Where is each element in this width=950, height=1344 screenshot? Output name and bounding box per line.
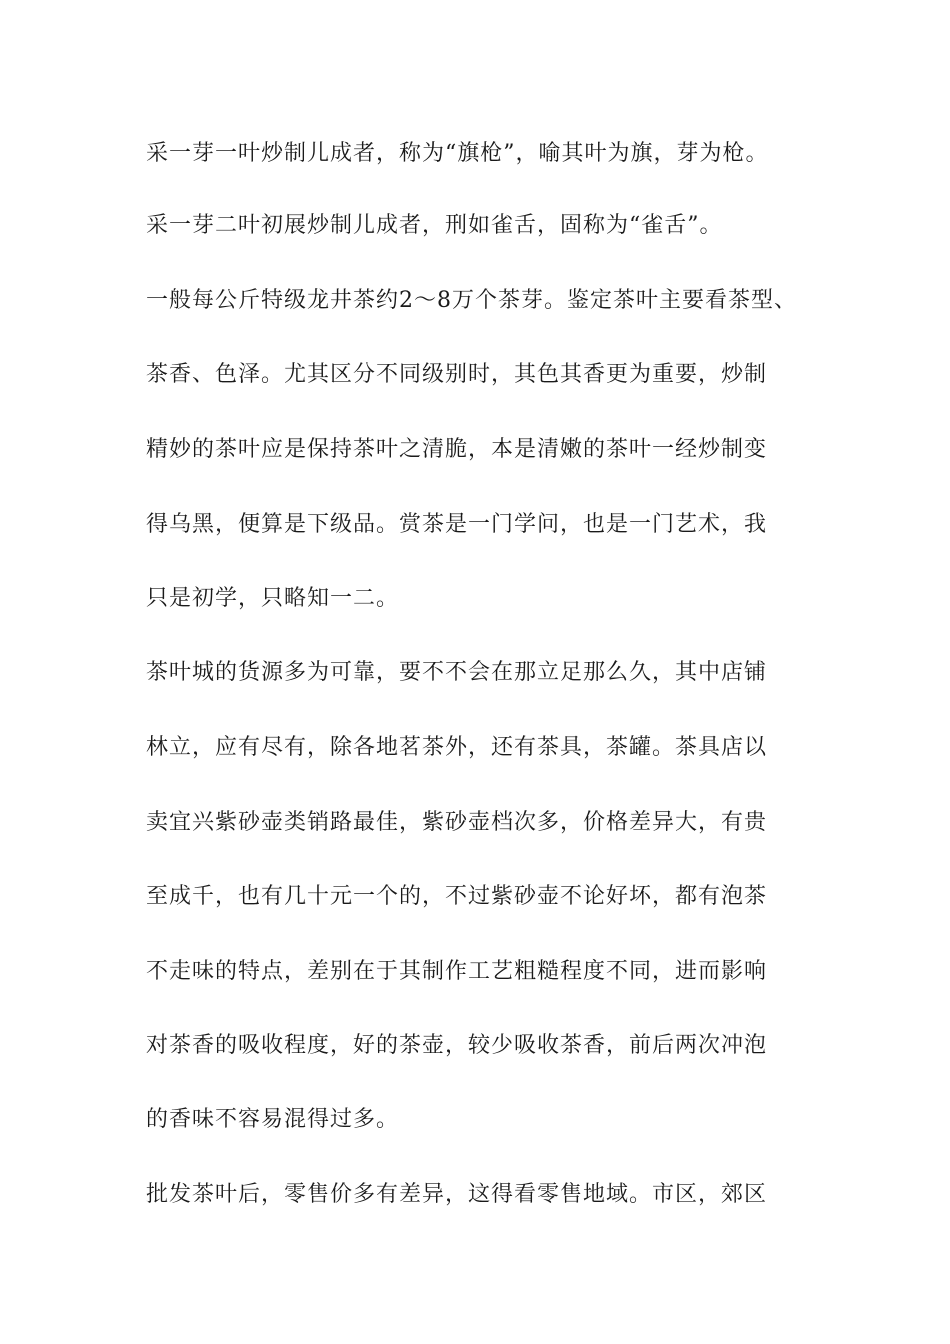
text-line: 林立，应有尽有，除各地茗茶外，还有茶具，茶罐。茶具店以 <box>146 735 768 760</box>
text-line: 得乌黑，便算是下级品。赏茶是一门学问，也是一门艺术，我 <box>146 512 768 537</box>
text-line: 卖宜兴紫砂壶类销路最佳，紫砂壶档次多，价格差异大，有贵 <box>146 810 768 835</box>
text-line: 采一芽一叶炒制儿成者，称为“旗枪”，喻其叶为旗，芽为枪。 <box>146 141 769 166</box>
text-line: 采一芽二叶初展炒制儿成者，刑如雀舌，固称为“雀舌”。 <box>146 213 723 238</box>
text-line: 不走味的特点，差别在于其制作工艺粗糙程度不同，进而影响 <box>146 959 768 984</box>
text-line: 一般每公斤特级龙井茶约2～8万个茶芽。鉴定茶叶主要看茶型、 <box>146 288 797 313</box>
text-line: 批发茶叶后，零售价多有差异，这得看零售地域。市区，郊区 <box>146 1182 768 1207</box>
text-line: 对茶香的吸收程度，好的茶壶，较少吸收茶香，前后两次冲泡 <box>146 1033 768 1058</box>
text-line: 茶香、色泽。尤其区分不同级别时，其色其香更为重要，炒制 <box>146 362 768 387</box>
text-line: 只是初学，只略知一二。 <box>146 586 400 611</box>
text-line: 茶叶城的货源多为可靠，要不不会在那立足那么久，其中店铺 <box>146 660 768 685</box>
text-line: 精妙的茶叶应是保持茶叶之清脆，本是清嫩的茶叶一经炒制变 <box>146 437 768 462</box>
text-line: 的香味不容易混得过多。 <box>146 1107 400 1132</box>
text-line: 至成千，也有几十元一个的，不过紫砂壶不论好坏，都有泡茶 <box>146 884 768 909</box>
